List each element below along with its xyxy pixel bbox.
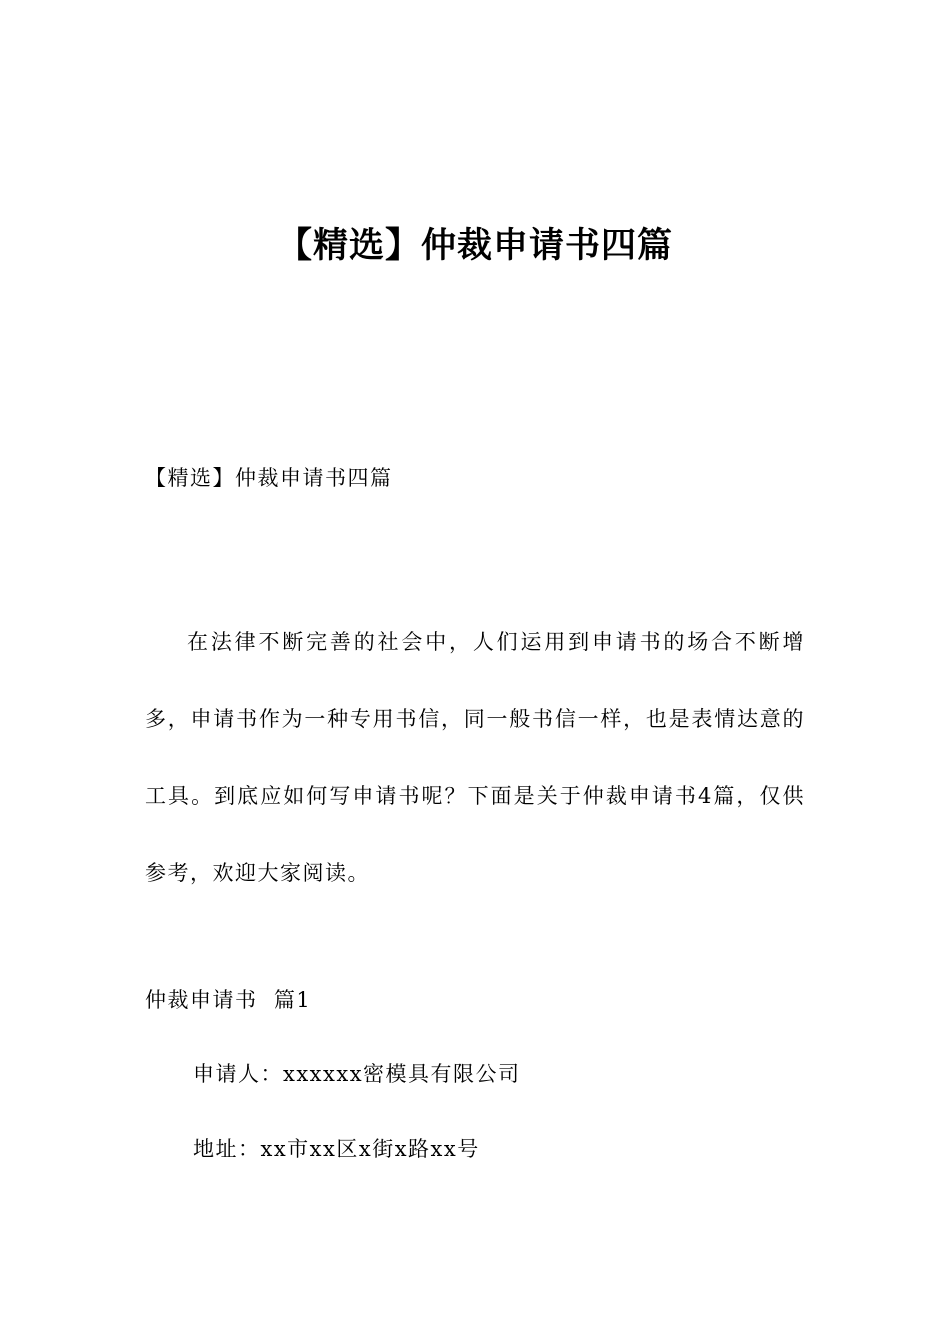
intro-paragraph: 在法律不断完善的社会中，人们运用到申请书的场合不断增多，申请书作为一种专用书信，同一般书信一样，也是表情达意的工具。到底应如何写申请书呢？下面是关于仲裁申请书4篇，仅供参考，欢迎大家阅读。 <box>145 630 805 885</box>
address-line: 地址：xx市xx区x街x路xx号 <box>193 1137 480 1161</box>
section-heading: 仲裁申请书 篇1 <box>145 988 312 1012</box>
document-title: 【精选】仲裁申请书四篇 <box>276 226 673 266</box>
document-subtitle: 【精选】仲裁申请书四篇 <box>145 466 393 490</box>
applicant-line: 申请人：xxxxxx密模具有限公司 <box>193 1062 521 1086</box>
